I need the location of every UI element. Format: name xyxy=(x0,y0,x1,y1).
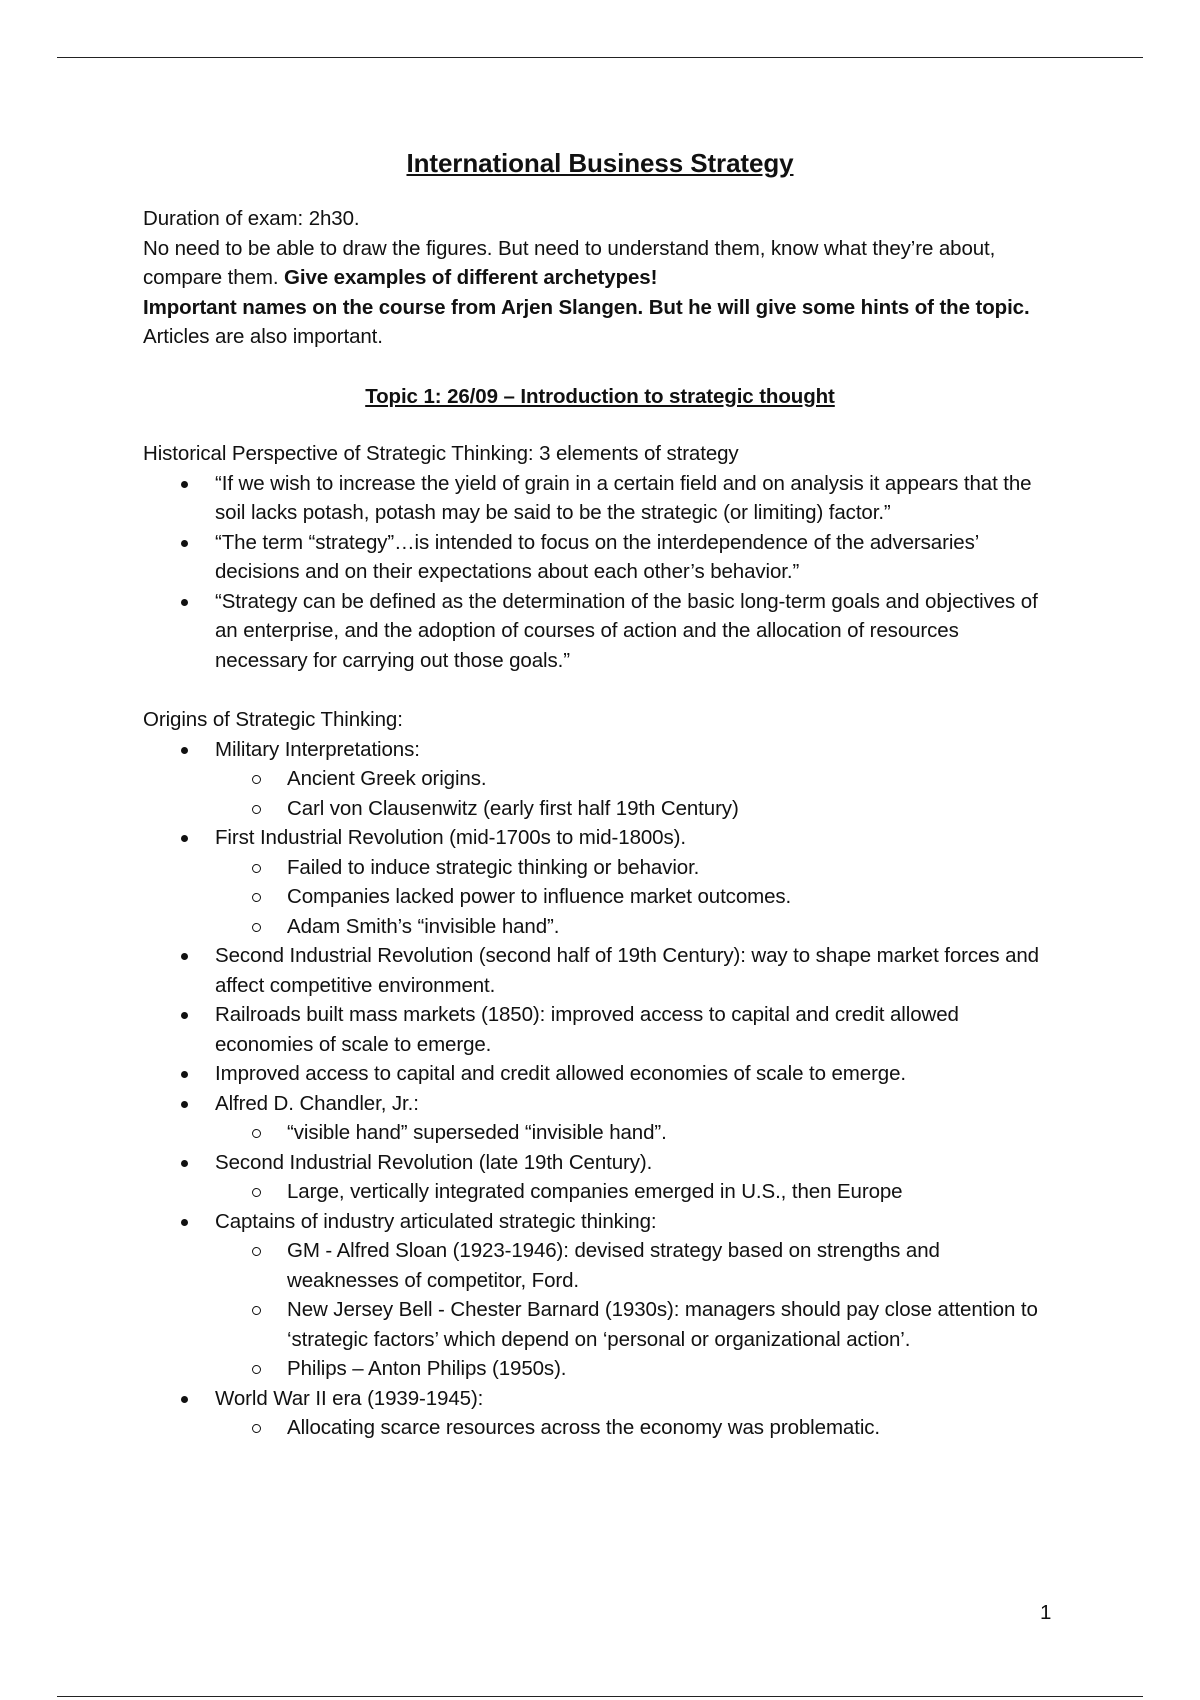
document-body xyxy=(143,146,1043,1443)
bullet-icon xyxy=(181,1101,188,1108)
sub-list-item: Companies lacked power to influence market outcomes. xyxy=(215,882,1043,912)
articles-note: Articles are also important. xyxy=(143,325,383,348)
topic-1-heading: Topic 1: 26/09 – Introduction to strategic thought xyxy=(365,384,835,408)
figures-note-bold: Give examples of different archetypes! xyxy=(284,266,658,289)
bullet-icon xyxy=(181,1071,188,1078)
origins-heading: Origins of Strategic Thinking: xyxy=(143,708,403,731)
sub-list-item: Failed to induce strategic thinking or behavior. xyxy=(215,853,1043,883)
circle-bullet-icon xyxy=(252,1306,261,1315)
circle-bullet-icon xyxy=(252,893,261,902)
list-item: “Strategy can be defined as the determination of the basic long-term goals and objectives of an enterprise, and the adoption of courses of action and the allocation of resources necessary for carrying out those goals.” xyxy=(143,587,1043,676)
bullet-icon xyxy=(181,747,188,754)
sub-list xyxy=(215,1118,1043,1148)
list-item: “The term “strategy”…is intended to focus on the interdependence of the adversaries’ decisions and on their expectations about each other’s behavior.” xyxy=(143,528,1043,587)
names-note: Important names on the course from Arjen Slangen. But he will give some hints of the topic. xyxy=(143,295,1030,319)
sub-list-item: Allocating scarce resources across the economy was problematic. xyxy=(215,1413,1043,1443)
bullet-icon xyxy=(181,835,188,842)
bullet-icon xyxy=(181,1012,188,1019)
sub-list-item: GM - Alfred Sloan (1923-1946): devised strategy based on strengths and weaknesses of competitor, Ford. xyxy=(215,1236,1043,1295)
historical-heading: Historical Perspective of Strategic Thinking: 3 elements of strategy xyxy=(143,442,739,465)
list-item: Military Interpretations: Ancient Greek origins. Carl von Clausenwitz (early first half 19th Century) xyxy=(143,735,1043,824)
circle-bullet-icon xyxy=(252,775,261,784)
figures-note-text: No need to be able to draw the figures. But need to understand them, know what they’re about, compare them. xyxy=(143,236,996,289)
circle-bullet-icon xyxy=(252,1247,261,1256)
circle-bullet-icon xyxy=(252,1188,261,1197)
sub-list-item: Carl von Clausenwitz (early first half 19th Century) xyxy=(215,794,1043,824)
list-item: “If we wish to increase the yield of grain in a certain field and on analysis it appears that the soil lacks potash, potash may be said to be the strategic (or limiting) factor.” xyxy=(143,469,1043,528)
bottom-rule xyxy=(57,1696,1143,1697)
page-number: 1 xyxy=(1040,1601,1052,1624)
origins-list xyxy=(143,735,1043,1443)
bullet-icon xyxy=(181,599,188,606)
sub-list-item: Ancient Greek origins. xyxy=(215,764,1043,794)
circle-bullet-icon xyxy=(252,923,261,932)
top-rule xyxy=(57,57,1143,58)
list-item: Improved access to capital and credit allowed economies of scale to emerge. xyxy=(143,1059,1043,1089)
sub-list-item: Large, vertically integrated companies emerged in U.S., then Europe xyxy=(215,1177,1043,1207)
sub-list xyxy=(215,764,1043,823)
circle-bullet-icon xyxy=(252,1424,261,1433)
list-item: First Industrial Revolution (mid-1700s to mid-1800s). Failed to induce strategic thinking or behavior. Companies lacked power to influence market outcomes. Adam Smith’s “invisible hand”. xyxy=(143,823,1043,941)
list-item: Captains of industry articulated strategic thinking: GM - Alfred Sloan (1923-1946): devised strategy based on strengths and weaknesses of competitor, Ford. New Jersey Bell - Chester Barnard (1930s): managers should pay close attention to ‘strategic factors’ which depend on ‘personal or organizational action’. Philips – Anton Philips (1950s). xyxy=(143,1207,1043,1384)
sub-list-item: Adam Smith’s “invisible hand”. xyxy=(215,912,1043,942)
exam-duration: Duration of exam: 2h30. xyxy=(143,207,360,230)
list-item: Alfred D. Chandler, Jr.: “visible hand” superseded “invisible hand”. xyxy=(143,1089,1043,1148)
historical-list xyxy=(143,469,1043,676)
bullet-icon xyxy=(181,1219,188,1226)
sub-list-item: Philips – Anton Philips (1950s). xyxy=(215,1354,1043,1384)
list-item: Railroads built mass markets (1850): improved access to capital and credit allowed economies of scale to emerge. xyxy=(143,1000,1043,1059)
sub-list xyxy=(215,1236,1043,1384)
list-item: World War II era (1939-1945): Allocating scarce resources across the economy was problematic. xyxy=(143,1384,1043,1443)
document-title: International Business Strategy xyxy=(406,148,794,178)
bullet-icon xyxy=(181,481,188,488)
circle-bullet-icon xyxy=(252,805,261,814)
bullet-icon xyxy=(181,1396,188,1403)
circle-bullet-icon xyxy=(252,864,261,873)
bullet-icon xyxy=(181,953,188,960)
sub-list xyxy=(215,1413,1043,1443)
circle-bullet-icon xyxy=(252,1129,261,1138)
sub-list xyxy=(215,1177,1043,1207)
list-item: Second Industrial Revolution (second half of 19th Century): way to shape market forces and affect competitive environment. xyxy=(143,941,1043,1000)
sub-list-item: “visible hand” superseded “invisible hand”. xyxy=(215,1118,1043,1148)
bullet-icon xyxy=(181,540,188,547)
list-item: Second Industrial Revolution (late 19th Century). Large, vertically integrated companies emerged in U.S., then Europe xyxy=(143,1148,1043,1207)
sub-list-item: New Jersey Bell - Chester Barnard (1930s): managers should pay close attention to ‘strategic factors’ which depend on ‘personal or organizational action’. xyxy=(215,1295,1043,1354)
sub-list xyxy=(215,853,1043,942)
bullet-icon xyxy=(181,1160,188,1167)
figures-note xyxy=(143,234,1043,293)
circle-bullet-icon xyxy=(252,1365,261,1374)
